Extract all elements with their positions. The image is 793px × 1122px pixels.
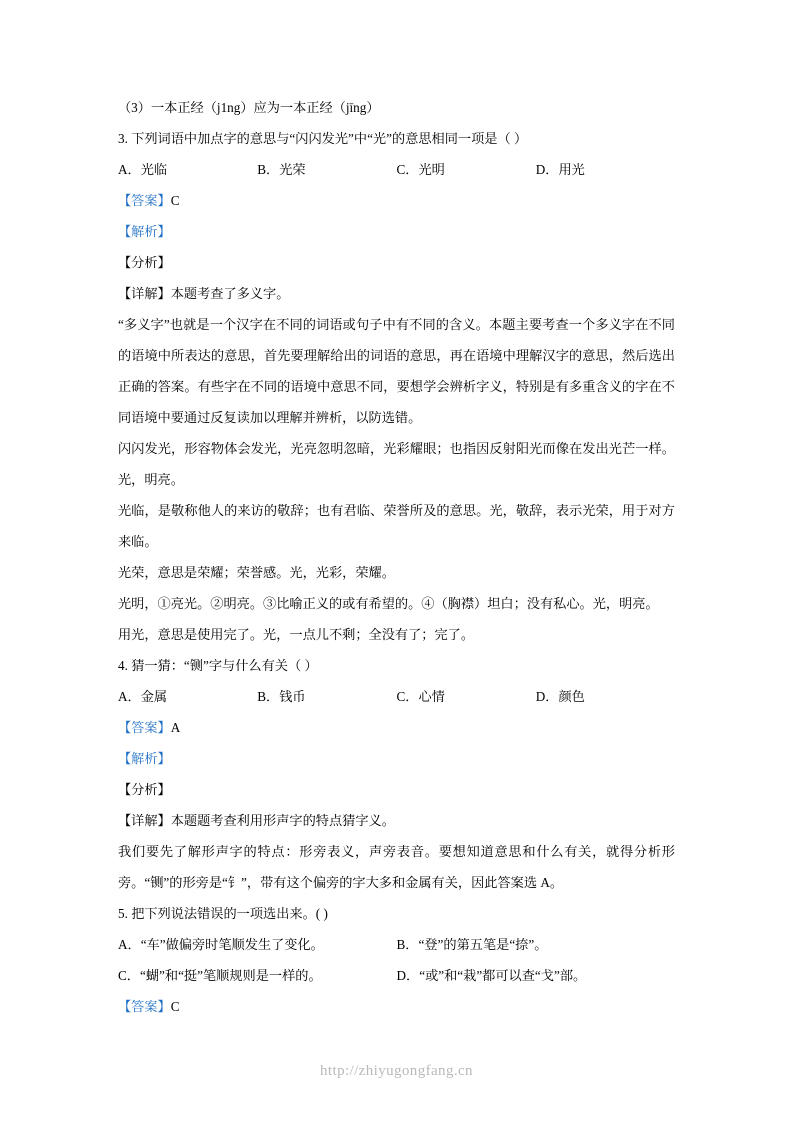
question-3-paragraph-6: 用光，意思是使用完了。光，一点儿不剩；全没有了；完了。 bbox=[118, 627, 475, 642]
answer-value: A bbox=[170, 720, 181, 735]
top-note-line: （3）一本正经（j1ng）应为一本正经（jīng） bbox=[118, 100, 380, 115]
option-b[interactable]: B．钱币 bbox=[257, 689, 306, 704]
question-3-paragraph-5: 光明，①亮光。②明亮。③比喻正义的或有希望的。④（胸襟）坦白；没有私心。光，明亮。 bbox=[118, 596, 659, 611]
answer-label: 【答案】 bbox=[118, 720, 171, 735]
question-5-stem: 把下列说法错误的一项选出来。( ) bbox=[131, 906, 328, 921]
option-b[interactable]: B．“登”的第五笔是“捺”。 bbox=[396, 937, 548, 952]
answer-value: C bbox=[170, 193, 180, 208]
detail-label: 【详解】 bbox=[118, 813, 171, 828]
detail-label: 【详解】 bbox=[118, 286, 171, 301]
option-c[interactable]: C．光明 bbox=[396, 162, 445, 177]
option-a[interactable]: A．“车”做偏旁时笔顺发生了变化。 bbox=[118, 937, 324, 952]
question-3-paragraph-3: 光临，是敬称他人的来访的敬辞；也有君临、荣誉所及的意思。光，敬辞，表示光荣，用于对方来临。 bbox=[118, 503, 675, 549]
question-4-answer bbox=[118, 712, 675, 743]
question-4-options bbox=[118, 681, 675, 712]
option-d[interactable]: D．“或”和“栽”都可以查“戈”部。 bbox=[396, 968, 587, 983]
question-3-paragraph-2: 闪闪发光，形容物体会发光，光亮忽明忽暗，光彩耀眼；也指因反射阳光而像在发出光芒一样。光，明亮。 bbox=[118, 441, 675, 487]
option-a[interactable]: A．光临 bbox=[118, 162, 168, 177]
question-3-line bbox=[118, 123, 675, 154]
question-5-answer bbox=[118, 991, 675, 1022]
question-3-analysis-label: 【解析】 bbox=[118, 224, 171, 239]
question-4-fenxi-label: 【分析】 bbox=[118, 782, 171, 797]
question-4-analysis-label: 【解析】 bbox=[118, 751, 171, 766]
question-3-detail bbox=[118, 278, 675, 309]
question-5-line bbox=[118, 898, 675, 929]
question-4-line bbox=[118, 650, 675, 681]
answer-label: 【答案】 bbox=[118, 999, 171, 1014]
option-c[interactable]: C．心情 bbox=[396, 689, 445, 704]
question-3-stem: 下列词语中加点字的意思与“闪闪发光”中“光”的意思相同一项是（ ） bbox=[131, 131, 528, 146]
detail-text: 本题考查了多义字。 bbox=[170, 286, 290, 301]
option-d[interactable]: D．颜色 bbox=[535, 689, 585, 704]
question-3-fenxi-label: 【分析】 bbox=[118, 255, 171, 270]
option-a[interactable]: A．金属 bbox=[118, 689, 168, 704]
question-4-paragraph-1: 我们要先了解形声字的特点：形旁表义，声旁表音。要想知道意思和什么有关，就得分析形旁。“铡”的形旁是“钅”，带有这个偏旁的字大多和金属有关，因此答案选 A。 bbox=[118, 844, 675, 890]
question-3-options bbox=[118, 154, 675, 185]
watermark-url: http://zhiyugongfang.cn bbox=[320, 1063, 473, 1079]
question-4-stem: 猜一猜：“铡”字与什么有关（ ） bbox=[131, 658, 318, 673]
question-5-options-row-2 bbox=[118, 960, 675, 991]
question-3-answer bbox=[118, 185, 675, 216]
option-d[interactable]: D．用光 bbox=[535, 162, 585, 177]
option-b[interactable]: B．光荣 bbox=[257, 162, 306, 177]
answer-label: 【答案】 bbox=[118, 193, 171, 208]
option-c[interactable]: C．“蝴”和“挺”笔顺规则是一样的。 bbox=[118, 968, 322, 983]
question-3-paragraph-1: “多义字”也就是一个汉字在不同的词语或句子中有不同的含义。本题主要考查一个多义字在不同的语境中所表达的意思，首先要理解给出的词语的意思，再在语境中理解汉字的意思，然后选出正确的答案。有些字在不同的语境中意思不同，要想学会辨析字义，特别是有多重含义的字在不同语境中要通过反复读加以理解并辨析，以防选错。 bbox=[118, 317, 675, 425]
question-4-detail bbox=[118, 805, 675, 836]
answer-value: C bbox=[170, 999, 180, 1014]
question-5-number: 5. bbox=[118, 906, 128, 921]
question-3-paragraph-4: 光荣，意思是荣耀；荣誉感。光，光彩，荣耀。 bbox=[118, 565, 395, 580]
question-4-number: 4. bbox=[118, 658, 128, 673]
detail-text: 本题题考查利用形声字的特点猜字义。 bbox=[170, 813, 395, 828]
question-3-number: 3. bbox=[118, 131, 128, 146]
question-5-options-row-1 bbox=[118, 929, 675, 960]
